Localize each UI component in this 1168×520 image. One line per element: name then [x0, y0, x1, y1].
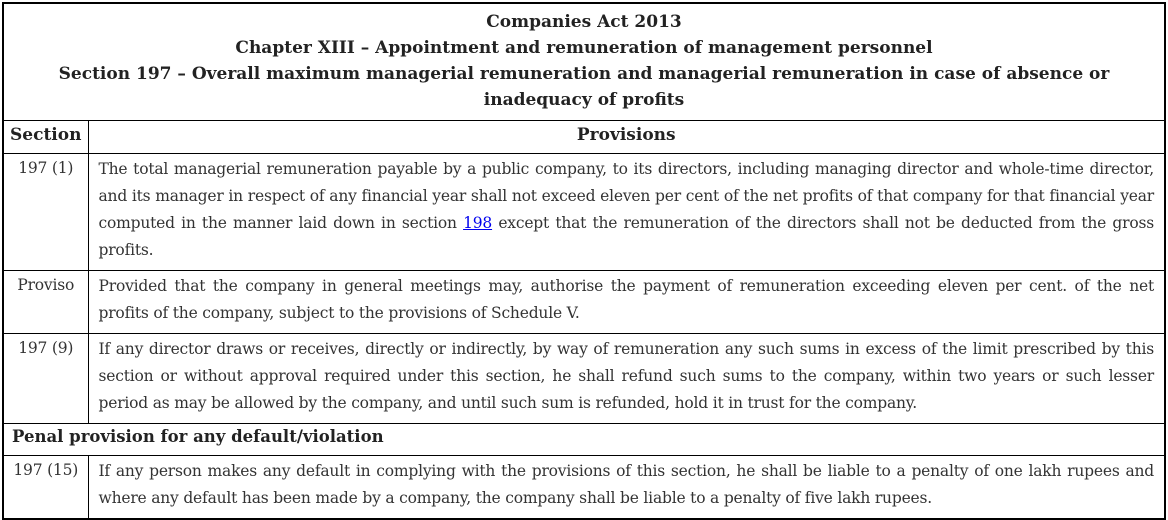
section-cell: 197 (9) — [3, 334, 88, 424]
title-line-chapter: Chapter XIII – Appointment and remuneration of management personnel — [235, 38, 933, 58]
section-198-link[interactable]: 198 — [463, 214, 493, 232]
table-row-197-9 — [3, 334, 1165, 424]
title-line-section: Section 197 – Overall maximum managerial remuneration and managerial remuneration in case of absence or inadequacy of profits — [58, 64, 1110, 110]
provision-text-before-link: The total managerial remuneration payable by a public company, to its directors, including managing director and whole-time director, and its manager in respect of any financial year shall not exceed eleven per cent of the net profits of that company for that financial year computed in the manner laid down in section — [98, 160, 1154, 232]
section-cell: 197 (1) — [3, 154, 88, 271]
provision-cell — [88, 154, 1165, 271]
column-header-section: Section — [3, 121, 88, 154]
penal-provision-header: Penal provision for any default/violation — [3, 424, 1165, 456]
provisions-table — [2, 2, 1166, 520]
penal-header-row — [3, 424, 1165, 456]
provision-cell: If any director draws or receives, directly or indirectly, by way of remuneration any such sums in excess of the limit prescribed by this section or without approval required under this section, he shall refund such sums to the company, within two years or such lesser period as may be allowed by the company, and until such sum is refunded, hold it in trust for the company. — [88, 334, 1165, 424]
table-row-proviso — [3, 271, 1165, 334]
provision-text-after-link: except that the remuneration of the directors shall not be deducted from the gross profits. — [98, 214, 1154, 259]
document-title — [3, 3, 1165, 121]
document-page — [0, 2, 1168, 509]
title-row — [3, 3, 1165, 121]
provision-cell: Provided that the company in general meetings may, authorise the payment of remuneration exceeding eleven per cent. of the net profits of the company, subject to the provisions of Schedule V. — [88, 271, 1165, 334]
table-row-197-15 — [3, 456, 1165, 520]
provision-cell: If any person makes any default in complying with the provisions of this section, he shall be liable to a penalty of one lakh rupees and where any default has been made by a company, the company shall be liable to a penalty of five lakh rupees. — [88, 456, 1165, 520]
section-cell: Proviso — [3, 271, 88, 334]
table-row-197-1 — [3, 154, 1165, 271]
column-header-row — [3, 121, 1165, 154]
section-cell: 197 (15) — [3, 456, 88, 520]
title-line-act: Companies Act 2013 — [486, 12, 682, 32]
column-header-provisions: Provisions — [88, 121, 1165, 154]
